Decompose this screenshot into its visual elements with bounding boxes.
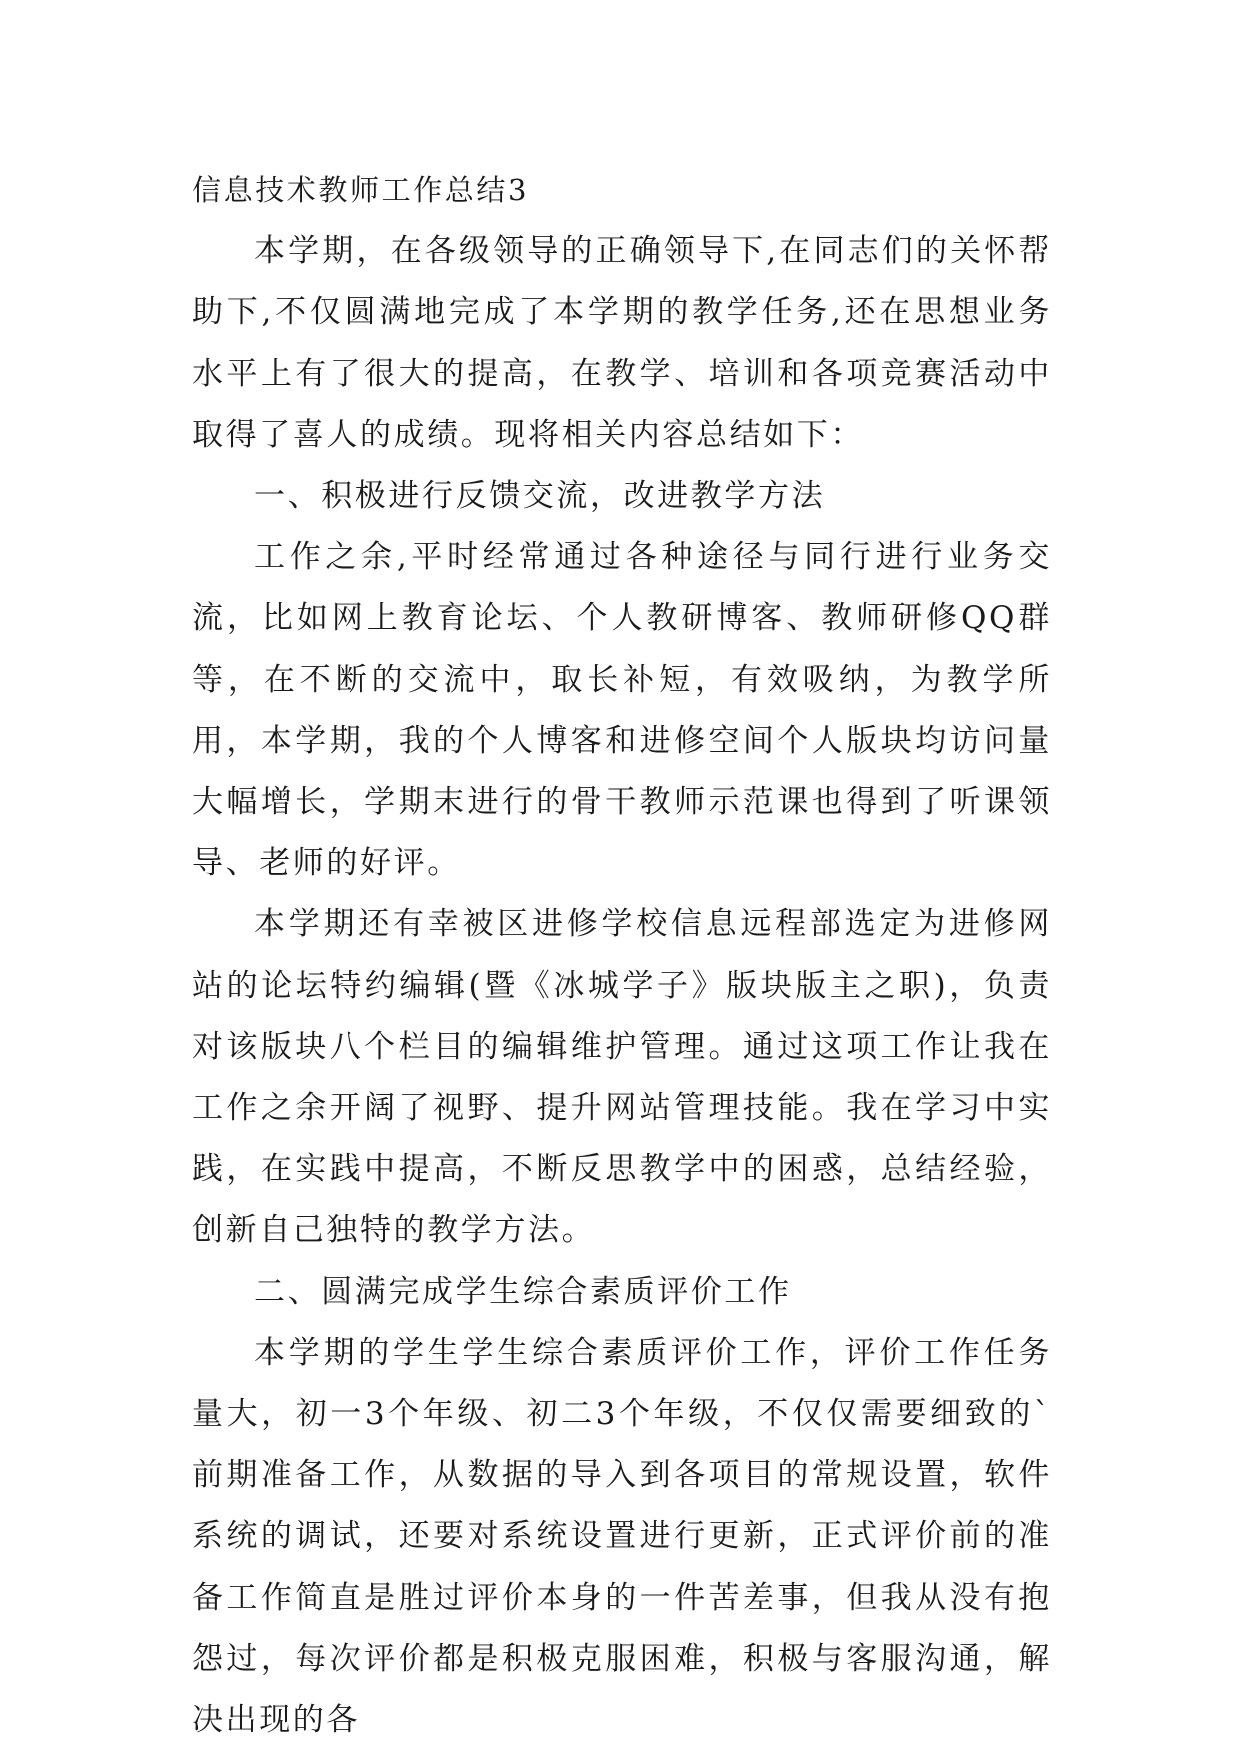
paragraph-intro: 本学期，在各级领导的正确领导下,在同志们的关怀帮助下,不仅圆满地完成了本学期的教学任务,还在思想业务水平上有了很大的提高，在教学、培训和各项竞赛活动中取得了喜人的成绩。现将相关内容总结如下： [192, 233, 1052, 453]
section-heading-1: 一、积极进行反馈交流，改进教学方法 [254, 478, 826, 515]
document-title: 信息技术教师工作总结3 [192, 173, 530, 207]
paragraph-forum-editor: 本学期还有幸被区进修学校信息远程部选定为进修网站的论坛特约编辑(暨《冰城学子》版块版主之职)，负责对该版块八个栏目的编辑维护管理。通过这项工作让我在工作之余开阔了视野、提升网站管理技能。我在学习中实践，在实践中提高，不断反思教学中的困惑，总结经验，创新自己独特的教学方法。 [192, 906, 1052, 1249]
paragraph-evaluation: 本学期的学生学生综合素质评价工作，评价工作任务量大，初一3个年级、初二3个年级，不仅仅需要细致的`前期准备工作，从数据的导入到各项目的常规设置，软件系统的调试，还要对系统设置进行更新，正式评价前的准备工作简直是胜过评价本身的一件苦差事，但我从没有抱怨过，每次评价都是积极克服困难，积极与客服沟通，解决出现的各 [192, 1334, 1052, 1739]
section-heading-2: 二、圆满完成学生综合素质评价工作 [254, 1273, 792, 1310]
paragraph-exchange: 工作之余,平时经常通过各种途径与同行进行业务交流，比如网上教育论坛、个人教研博客、教师研修QQ群等，在不断的交流中，取长补短，有效吸纳，为教学所用，本学期，我的个人博客和进修空间个人版块均访问量大幅增长，学期末进行的骨干教师示范课也得到了听课领导、老师的好评。 [192, 539, 1052, 882]
document-body [192, 160, 1052, 1751]
